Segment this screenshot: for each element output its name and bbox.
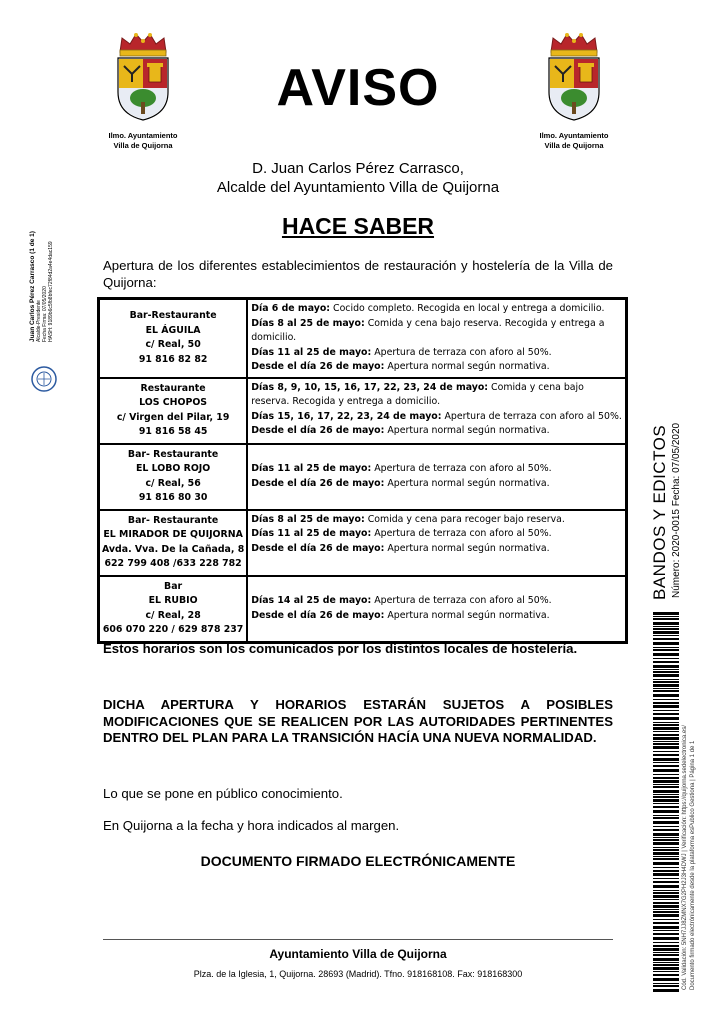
- establishment-phone: 91 816 80 30: [138, 492, 208, 503]
- establishment-phone: 606 070 220 / 629 878 237: [102, 624, 244, 635]
- establishment-type: Bar- Restaurante: [127, 448, 219, 460]
- signed-statement: DOCUMENTO FIRMADO ELECTRÓNICAMENTE: [200, 853, 516, 869]
- barcode-bar: [653, 786, 679, 788]
- schedule-detail: Comida y cena bajo reserva. Recogida y entrega a domicilio.: [251, 381, 584, 407]
- barcode-bar: [653, 774, 679, 775]
- barcode-bar: [653, 722, 679, 723]
- crest-caption-right: [519, 131, 629, 151]
- barcode-bar: [653, 978, 679, 981]
- barcode-bar: [653, 964, 679, 966]
- barcode-bar: [653, 626, 679, 627]
- barcode-bar: [653, 734, 679, 736]
- barcode-bar: [653, 821, 679, 824]
- barcode-bar: [653, 649, 679, 651]
- barcode-bar: [653, 806, 679, 808]
- establishment-address: Avda. Vva. De la Cañada, 8: [102, 543, 245, 555]
- barcode-bar: [653, 902, 679, 904]
- barcode-bar: [653, 777, 679, 779]
- establishment-row: [99, 576, 627, 643]
- registry-title: BANDOS Y EDICTOS: [650, 424, 669, 600]
- establishment-type: Restaurante: [140, 382, 206, 394]
- schedule-detail: Apertura normal según normativa.: [384, 609, 550, 621]
- schedule-line: [251, 462, 622, 477]
- platform-note: Documento firmado electrónicamente desde la plataforma esPublico Gestiona | Página 1 de 1: [690, 740, 696, 990]
- schedule-detail: Apertura normal según normativa.: [384, 361, 550, 372]
- schedule-date: Días 8 al 25 de mayo:: [251, 317, 365, 329]
- barcode-bar: [653, 885, 679, 888]
- establishment-row: [99, 378, 627, 444]
- barcode-bar: [653, 737, 679, 740]
- crest-caption-line1: Ilmo. Ayuntamiento: [539, 131, 609, 140]
- barcode-bar: [653, 862, 679, 865]
- establishment-name: LOS CHOPOS: [139, 397, 208, 408]
- barcode-bar: [653, 945, 679, 947]
- barcode-bar: [653, 762, 679, 763]
- schedule-detail: Cocido completo. Recogida en local y entrega a domicilio.: [330, 303, 605, 314]
- electronic-seal-icon: [30, 365, 58, 393]
- schedule-cell: [247, 510, 626, 576]
- barcode-bar: [653, 905, 679, 908]
- barcode-bar: [653, 679, 679, 680]
- public-notice: Lo que se pone en público conocimiento.: [103, 786, 343, 801]
- barcode-bar: [653, 967, 679, 970]
- municipal-crest-left: [112, 32, 174, 122]
- barcode-bar: [653, 989, 679, 992]
- schedule-detail: Apertura de terraza con aforo al 50%.: [371, 528, 552, 539]
- barcode-bar: [653, 705, 679, 708]
- barcode-bar: [653, 954, 679, 956]
- schedule-detail: Comida y cena para recoger bajo reserva.: [364, 513, 565, 525]
- schedule-line: [251, 609, 622, 624]
- barcode-bar: [653, 919, 679, 920]
- schedule-date: Días 11 al 25 de mayo:: [251, 528, 372, 539]
- barcode-bar: [653, 817, 679, 819]
- barcode-bar: [653, 858, 679, 860]
- barcode-bar: [653, 926, 679, 929]
- barcode-bar: [653, 914, 679, 917]
- schedule-date: Desde el día 26 de mayo:: [251, 609, 385, 621]
- barcode-bar: [653, 710, 679, 711]
- barcode-bar: [653, 754, 679, 756]
- barcode-bar: [653, 784, 679, 785]
- schedule-line: [251, 360, 622, 375]
- establishment-info: [99, 576, 248, 643]
- schedule-detail: Apertura de terraza con aforo al 50%.: [371, 595, 552, 606]
- barcode-bar: [653, 911, 679, 913]
- place-date: En Quijorna a la fecha y hora indicados al margen.: [103, 818, 400, 833]
- barcode-bar: [653, 847, 679, 848]
- barcode-bar: [653, 731, 679, 732]
- barcode-bar: [653, 769, 679, 772]
- barcode-bar: [653, 622, 679, 625]
- establishment-type: Bar: [164, 580, 183, 592]
- schedule-line: [251, 317, 622, 346]
- schedule-date: Día 6 de mayo:: [251, 303, 331, 314]
- establishments-table: [97, 297, 628, 644]
- footer-organization: Ayuntamiento Villa de Quijorna: [269, 947, 447, 961]
- section-heading: HACE SABER: [281, 213, 435, 239]
- establishment-name: EL ÁGUILA: [145, 324, 201, 336]
- crest-caption-line2: Villa de Quijorna: [113, 141, 173, 150]
- establishment-type: Bar-Restaurante: [129, 310, 217, 322]
- document-hash: HASH: 9189b6c5fb8bfec72f84d2a4e4dac159: [48, 241, 54, 342]
- barcode-bar: [653, 815, 679, 816]
- barcode-bar: [653, 870, 679, 872]
- barcode-bar: [653, 612, 679, 615]
- schedule-line: [251, 477, 622, 492]
- schedule-date: Días 11 al 25 de mayo:: [251, 463, 372, 474]
- establishment-row: [99, 444, 627, 510]
- schedule-detail: Apertura de terraza con aforo al 50%.: [371, 346, 552, 358]
- schedule-detail: Apertura normal según normativa.: [384, 425, 550, 436]
- schedule-detail: Apertura normal según normativa.: [384, 542, 550, 554]
- schedule-date: Días 11 al 25 de mayo:: [251, 346, 372, 358]
- barcode-bar: [653, 852, 679, 855]
- barcode-bar: [653, 694, 679, 697]
- schedule-line: [251, 527, 622, 542]
- barcode-bar: [653, 922, 679, 924]
- barcode-bar: [653, 669, 679, 670]
- validation-code: Cód. Validación: 5NH7JJ8ZMNX7G2PH2J3H4DWJ | Verificación: https://quijorna.sedelectronica.es/: [682, 725, 688, 990]
- schedule-cell: [247, 378, 626, 444]
- footer-address: Plza. de la Iglesia, 1, Quijorna. 28693 (Madrid). Tfno. 918168108. Fax: 918168300: [193, 969, 523, 979]
- barcode-bar: [653, 638, 679, 640]
- barcode-bar: [653, 727, 679, 730]
- crown: [551, 33, 597, 56]
- barcode-bar: [653, 765, 679, 767]
- page-title: AVISO: [276, 59, 440, 117]
- warning-paragraph: DICHA APERTURA Y HORARIOS ESTARÁN SUJETOS A POSIBLES MODIFICACIONES QUE SE REALICEN POR LAS AUTORIDADES PERTINENTES DENTRO DEL PLAN PARA LA TRANSICIÓN HACÍA UNA NUEVA NORMALIDAD.: [103, 697, 613, 745]
- schedule-line: [251, 542, 622, 557]
- barcode-bar: [653, 628, 679, 630]
- barcode-bar: [653, 942, 679, 943]
- intro-paragraph: Apertura de los diferentes establecimientos de restauración y hostelería de la Villa de Quijorna:: [103, 258, 613, 290]
- barcode-bar: [653, 635, 679, 636]
- barcode-bar: [653, 631, 679, 634]
- barcode-bar: [653, 933, 679, 935]
- barcode-bar: [653, 856, 679, 857]
- schedule-date: Desde el día 26 de mayo:: [251, 425, 385, 436]
- barcode-bar: [653, 799, 679, 802]
- barcode-bar: [653, 952, 679, 953]
- schedule-line: [251, 594, 622, 609]
- schedule-date: Días 14 al 25 de mayo:: [251, 595, 372, 606]
- barcode-bar: [653, 873, 679, 876]
- barcode-bar: [653, 724, 679, 726]
- barcode-bar: [653, 746, 679, 749]
- issuer-name: D. Juan Carlos Pérez Carrasco,: [252, 160, 464, 177]
- schedule-date: Días 15, 16, 17, 22, 23, 24 de mayo:: [251, 410, 442, 422]
- footer-divider: [103, 939, 613, 940]
- schedule-cell: [247, 444, 626, 510]
- establishment-name: EL RUBIO: [148, 595, 198, 606]
- barcode-bar: [653, 642, 679, 645]
- barcode-bar: [653, 751, 679, 752]
- schedule-line: [251, 302, 622, 317]
- issuer-position: Alcalde del Ayuntamiento Villa de Quijorna: [216, 179, 500, 196]
- establishment-phone: 622 799 408 /633 228 782: [104, 558, 242, 569]
- barcode-bar: [653, 983, 679, 984]
- signer-role: Alcalde-Presidente: [36, 300, 42, 342]
- barcode-bar: [653, 758, 679, 761]
- barcode-bar: [653, 616, 679, 617]
- barcode-bar: [653, 958, 679, 961]
- barcode-bar: [653, 974, 679, 976]
- barcode-bar: [653, 810, 679, 813]
- barcode-bar: [653, 743, 679, 745]
- crest-caption-line2: Villa de Quijorna: [544, 141, 604, 150]
- barcode-bar: [653, 948, 679, 951]
- hours-note: Estos horarios son los comunicados por los distintos locales de hostelería.: [103, 641, 578, 656]
- establishment-info: [99, 444, 248, 510]
- barcode-bar: [653, 661, 679, 663]
- schedule-detail: Apertura de terraza con aforo al 50%.: [441, 410, 622, 422]
- barcode-bar: [653, 688, 679, 689]
- barcode-bar: [653, 878, 679, 879]
- schedule-detail: Comida y cena bajo reserva. Recogida y entrega a domicilio.: [251, 317, 605, 343]
- barcode-bar: [653, 690, 679, 692]
- barcode-bar: [653, 790, 679, 793]
- establishment-name: EL LOBO ROJO: [135, 463, 211, 474]
- barcode-bar: [653, 658, 679, 659]
- barcode-bar: [653, 895, 679, 898]
- barcode-bar: [653, 796, 679, 798]
- schedule-line: [251, 513, 622, 528]
- schedule-cell: [247, 576, 626, 643]
- establishment-info: [99, 378, 248, 444]
- municipal-crest-right: [543, 32, 605, 122]
- schedule-detail: Apertura de terraza con aforo al 50%.: [371, 463, 552, 474]
- crest-caption-left: [88, 131, 198, 151]
- barcode-bar: [653, 713, 679, 715]
- schedule-line: [251, 346, 622, 361]
- barcode-bar: [653, 647, 679, 648]
- establishment-address: c/ Real, 56: [145, 477, 201, 489]
- registry-number: Número: 2020-0015 Fecha: 07/05/2020: [671, 422, 682, 598]
- barcode-bar: [653, 890, 679, 891]
- barcode-bar: [653, 780, 679, 783]
- establishment-row: [99, 510, 627, 576]
- barcode-bar: [653, 849, 679, 851]
- schedule-line: [251, 410, 622, 425]
- schedule-line: [251, 424, 622, 439]
- establishment-phone: 91 816 82 82: [138, 353, 208, 365]
- barcode-bar: [653, 930, 679, 931]
- establishment-type: Bar- Restaurante: [127, 514, 219, 526]
- schedule-date: Desde el día 26 de mayo:: [251, 361, 385, 372]
- barcode-bar: [653, 839, 679, 841]
- establishment-row: [99, 299, 627, 378]
- barcode-bar: [653, 618, 679, 620]
- barcode-bar: [653, 892, 679, 894]
- schedule-line: [251, 381, 622, 410]
- barcode-bar: [653, 833, 679, 836]
- signer-name: Juan Carlos Pérez Carrasco (1 de 1): [29, 231, 36, 342]
- schedule-cell: [247, 299, 626, 378]
- schedule-date: Días 8, 9, 10, 15, 16, 17, 22, 23, 24 de mayo:: [251, 381, 489, 393]
- barcode-bar: [653, 971, 679, 972]
- establishment-address: c/ Real, 28: [145, 609, 201, 621]
- barcode-bar: [653, 962, 679, 963]
- establishment-info: [99, 299, 248, 378]
- barcode-bar: [653, 653, 679, 656]
- barcode-bar: [653, 829, 679, 831]
- barcode-bar: [653, 826, 679, 827]
- barcode-bar: [653, 674, 679, 677]
- barcode-bar: [653, 842, 679, 845]
- schedule-detail: Apertura normal según normativa.: [384, 477, 550, 489]
- schedule-date: Días 8 al 25 de mayo:: [251, 513, 365, 525]
- barcode-bar: [653, 665, 679, 668]
- crown: [120, 33, 166, 56]
- barcode-bar: [653, 909, 679, 910]
- signature-date: Fecha Firma: 07/05/2020: [42, 286, 48, 342]
- establishment-address: c/ Real, 50: [145, 339, 201, 351]
- barcode-bar: [653, 803, 679, 804]
- barcode-bar: [653, 794, 679, 795]
- establishment-phone: 91 816 58 45: [138, 426, 208, 437]
- barcode-bar: [653, 899, 679, 900]
- barcode-bar: [653, 671, 679, 673]
- barcode-bar: [653, 717, 679, 720]
- schedule-date: Desde el día 26 de mayo:: [251, 542, 385, 554]
- barcode-bar: [653, 684, 679, 687]
- barcode-bar: [653, 837, 679, 838]
- crest-caption-line1: Ilmo. Ayuntamiento: [108, 131, 178, 140]
- barcode-bar: [653, 881, 679, 883]
- establishment-name: EL MIRADOR DE QUIJORNA: [103, 529, 243, 540]
- barcode-bar: [653, 702, 679, 704]
- schedule-date: Desde el día 26 de mayo:: [251, 477, 385, 489]
- barcode-bar: [653, 681, 679, 683]
- establishment-info: [99, 510, 248, 576]
- barcode-bar: [653, 699, 679, 700]
- barcode-bar: [653, 741, 679, 742]
- establishment-address: c/ Virgen del Pilar, 19: [116, 411, 230, 423]
- barcode-bar: [653, 867, 679, 868]
- barcode-bar: [653, 937, 679, 940]
- barcode-bar: [653, 985, 679, 987]
